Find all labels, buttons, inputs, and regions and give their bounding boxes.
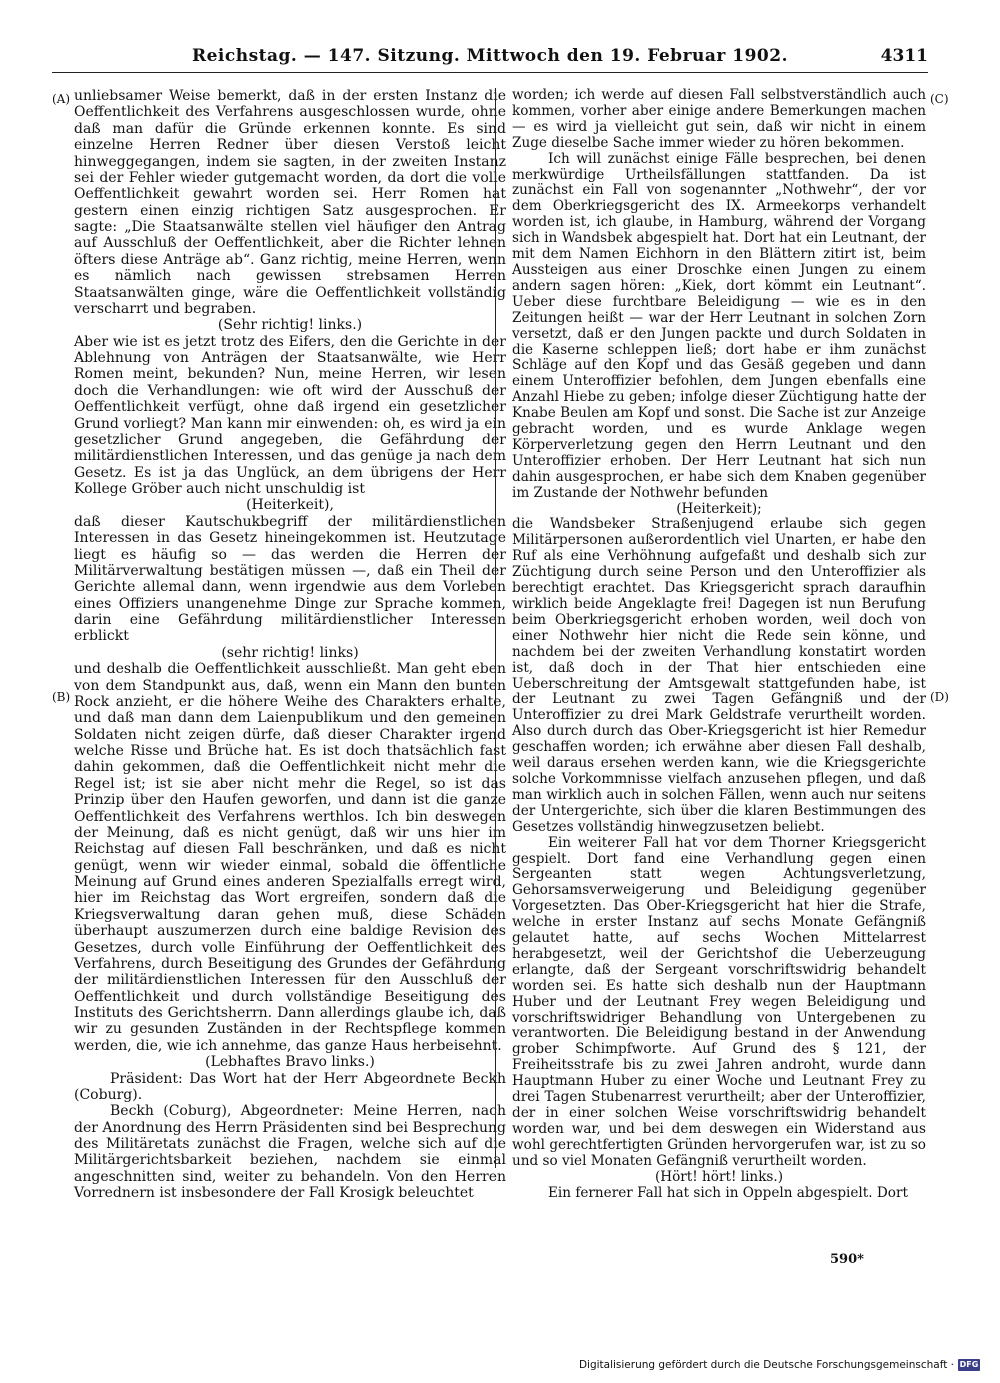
paragraph: Ein fernerer Fall hat sich in Oppeln abgespielt. Dort xyxy=(548,1184,908,1201)
interjection: (Sehr richtig! links.) xyxy=(217,317,363,334)
page-number: 4311 xyxy=(880,46,928,66)
margin-marker-d: (D) xyxy=(930,690,949,704)
speaker-paragraph: Präsident: Das Wort hat der Herr Abgeordnete Beckh (Coburg). xyxy=(74,1070,506,1103)
left-column xyxy=(74,88,506,1202)
paragraph: Ein weiterer Fall hat vor dem Thorner Kriegsgericht gespielt. Dort fand eine Verhandlung gegen einen Sergeanten statt wegen Achtungsverletzung, Gehorsamsverweigerung und Beleidigung gegenüber Vorgesetzten. Das Ober-Kriegsgericht hat hier die Strafe, welche in erster Instanz auf sechs Monate Gefängniß gelautet hatte, auf sechs Wochen Mittelarrest herabgesetzt, weil der Gerichtshof die Ueberzeugung erlangte, daß der Sergeant vorschriftswidrig behandelt worden sei. Es hatte sich deshalb nun der Hauptmann Huber und der Leutnant Frey wegen Beleidigung und vorschriftswidriger Behandlung von Untergebenen zu verantworten. Die Beleidigung bestand in der Anwendung grober Schimpfworte. Auf Grund des § 121, der Freiheitsstrafe bis zu zwei Jahren androht, wurde dann Hauptmann Huber zu einer Woche und Leutnant Frey zu drei Tagen Stubenarrest verurtheilt; aber der Unteroffizier, der in einer solchen Weise vorschriftswidrig behandelt worden war, und bei dem deswegen ein Widerstand aus wohl gerechtfertigten Gründen hervorgerufen war, ist zu so und so viel Monaten Gefängniß verurtheilt worden. xyxy=(512,834,926,1169)
paragraph: Aber wie ist es jetzt trotz des Eifers, den die Gerichte in der Ablehnung von Anträgen der Staatsanwälte, wie Herr Romen meint, bekunden? Nun, meine Herren, wir lesen doch die Verhandlungen: wie oft wird der Ausschuß der Oeffentlichkeit verfügt, ohne daß irgend ein gesetzlicher Grund vorliegt? Man kann mir einwenden: oh, es wird ja ein gesetzlicher Grund angegeben, die Gefährdung der militärdienstlichen Interessen, und das genüge ja nach dem Gesetz. Es ist ja das Unglück, an dem übrigens der Herr Kollege Gröber auch nicht unschuldig ist xyxy=(74,333,506,497)
right-column xyxy=(512,88,926,1201)
paragraph: die Wandsbeker Straßenjugend erlaube sich gegen Militärpersonen außerordentlich viel Unarten, er habe den Ruf als eine Verhöhnung aufgefaßt und deshalb sich zur Züchtigung durch seine Person und den Unteroffizier als berechtigt erachtet. Das Kriegsgericht sprach daraufhin wirklich beide Angeklagte frei! Dagegen ist nun Berufung beim Oberkriegsgericht erhoben worden, weil doch von einer Nothwehr hier nicht die Rede sein könne, und nachdem bei der zweiten Verhandlung konstatirt worden ist, daß doch in der That hier entschieden eine Ueberschreitung der Amtsgewalt stattgefunden habe, ist der Leutnant zu zwei Tagen Gefängniß und der Unteroffizier zu drei Mark Geldstrafe verurtheilt worden. Also durch durch das Ober-Kriegsgericht ist hier Remedur geschaffen worden; ich erwähne aber diesen Fall deshalb, weil daraus ersehen werden kann, wie die Kriegsgerichte solche Vorkommnisse vielfach anzusehen pflegen, und daß man wirklich auch in solchen Fällen, wenn auch nur seitens der Untergerichte, sich über die klaren Bestimmungen des Gesetzes vollständig hinwegzusetzen beliebt. xyxy=(512,516,926,835)
margin-marker-b: (B) xyxy=(52,690,71,704)
interjection: (sehr richtig! links) xyxy=(221,644,359,661)
paragraph: daß dieser Kautschukbegriff der militärdienstlichen Interessen in das Gesetz hineingekommen ist. Heutzutage liegt es häufig so — das werden die Herren der Militärverwaltung bestätigen müssen —, daß ein Theil der Gerichte allemal dann, wenn irgendwie aus dem Vorleben eines Offiziers unangenehme Dinge zur Sprache kommen, darin eine Gefährdung militärdienstlicher Interessen erblickt xyxy=(74,513,506,645)
paragraph: unliebsamer Weise bemerkt, daß in der ersten Instanz die Oeffentlichkeit des Verfahrens ausgeschlossen wurde, ohne daß man dafür die Gründe erkennen konnte. Es sind einzelne Herren Redner über diesen Verstoß leicht hinweggegangen, indem sie sagten, in der zweiten Instanz sei der Fehler wieder gutgemacht worden, da dort die volle Oeffentlichkeit gewahrt worden sei. Herr Romen hat gestern einen einzig richtigen Satz ausgesprochen. Er sagte: „Die Staatsanwälte stellen viel häufiger den Antrag auf Ausschluß der Oeffentlichkeit, aber die Richter lehnen öfters diese Anträge ab“. Ganz richtig, meine Herren, wenn es nämlich nach gewissen strebsamen Herren Staatsanwälten ginge, wäre die Oeffentlichkeit vollständig verscharrt und begraben. xyxy=(74,88,506,317)
margin-marker-a: (A) xyxy=(52,92,71,106)
margin-marker-c: (C) xyxy=(930,92,949,106)
speaker-paragraph: Beckh (Coburg), Abgeordneter: Meine Herren, nach der Anordnung des Herrn Präsidenten sind bei Besprechung des Militäretats zunächst die Fragen, welche sich auf die Militärgerichtsbarkeit beziehen, nachdem sie einmal angeschnitten sind, weiter zu behandeln. Von den Herren Vorrednern ist insbesondere der Fall Krosigk beleuchtet xyxy=(74,1103,506,1202)
page-header xyxy=(52,44,928,73)
interjection: (Hört! hört! links.) xyxy=(654,1168,784,1185)
paragraph: worden; ich werde auf diesen Fall selbstverständlich auch kommen, vorher aber einige andere Bemerkungen machen — es wird ja vielleicht gut sein, daß wir nicht in einem Zuge dieselbe Sache immer wieder zu hören bekommen. xyxy=(512,87,926,151)
dfg-logo-icon: DFG xyxy=(959,1360,979,1369)
column-divider xyxy=(495,88,496,1168)
footer xyxy=(579,1359,980,1371)
paragraph: Ich will zunächst einige Fälle besprechen, bei denen merkwürdige Urtheilsfällungen stattfanden. Da ist zunächst ein Fall von sogenannter „Nothwehr“, der vor dem Oberkriegsgericht des IX. Armeekorps verhandelt worden ist, ich glaube, in Hamburg, während der Vorgang sich in Wandsbek abgespielt hat. Dort hat ein Leutnant, der mit dem Namen Eichhorn in den Blättern zitirt ist, beim Aussteigen aus einer Droschke einen Jungen zu einem andern sagen hören: „Kiek, dort kömmt ein Leutnant“. Ueber diese furchtbare Beleidigung — wie es in den Zeitungen heißt — war der Herr Leutnant in solchen Zorn versetzt, daß er den Jungen packte und durch Soldaten in die Kaserne schleppen ließ; dort habe er ihm zunächst Schläge auf den Kopf und das Gesäß gegeben und dann einem Unteroffizier befohlen, dem Jungen ebenfalls eine Anzahl Hiebe zu geben; infolge dieser Züchtigung hatte der Knabe Beulen am Kopf und sonst. Die Sache ist zur Anzeige gebracht worden, und es wurde Anklage wegen Körperverletzung gegen den Herrn Leutnant und den Unteroffizier erhoben. Der Herr Leutnant hat sich nun dahin ausgesprochen, er habe sich dem Knaben gegenüber im Zustande der Nothwehr befunden xyxy=(512,150,926,501)
footer-text: Digitalisierung gefördert durch die Deutsche Forschungsgemeinschaft · xyxy=(578,1359,954,1371)
signature-mark: 590* xyxy=(830,1252,864,1267)
page-title: Reichstag. — 147. Sitzung. Mittwoch den 19. Februar 1902. xyxy=(191,46,789,66)
interjection: (Heiterkeit); xyxy=(676,500,762,517)
interjection: (Lebhaftes Bravo links.) xyxy=(205,1054,375,1071)
interjection: (Heiterkeit), xyxy=(246,497,334,514)
paragraph: und deshalb die Oeffentlichkeit ausschließt. Man geht eben von dem Standpunkt aus, daß, wenn ein Mann den bunten Rock anzieht, er die höhere Weihe des Charakters erhalte, und daß man dann dem Laienpublikum und den gemeinen Soldaten nicht zeigen dürfe, daß dieser Charakter irgend welche Risse und Brüche hat. Es ist doch thatsächlich fast dahin gekommen, daß die Oeffentlichkeit nicht mehr die Regel ist; ist sie aber nicht mehr die Regel, so ist das Prinzip über den Haufen geworfen, und dann ist die ganze Oeffentlichkeit des Verfahrens werthlos. Ich bin deswegen der Meinung, daß es nicht genügt, daß wir uns hier im Reichstag auf diesen Fall beschränken, und daß es nicht genügt, wenn wir wieder einmal, sobald die öffentliche Meinung auf Grund eines anderen Spezialfalls erregt wird, hier im Reichstag das Wort ergreifen, sondern daß die Kriegsverwaltung daran gehen muß, diese Schäden überhaupt auszumerzen durch eine baldige Revision des Gesetzes, durch volle Einführung der Oeffentlichkeit des Verfahrens, durch Beseitigung des Grundes der Gefährdung der militärdienstlichen Interessen für den Ausschluß der Oeffentlichkeit und durch vollständige Beseitigung des Instituts des Gerichtsherrn. Dann allerdings glaube ich, daß wir zu gesunden Zuständen in der Rechtspflege kommen werden, die, wie ich annehme, das ganze Haus herbeisehnt. xyxy=(74,661,506,1054)
